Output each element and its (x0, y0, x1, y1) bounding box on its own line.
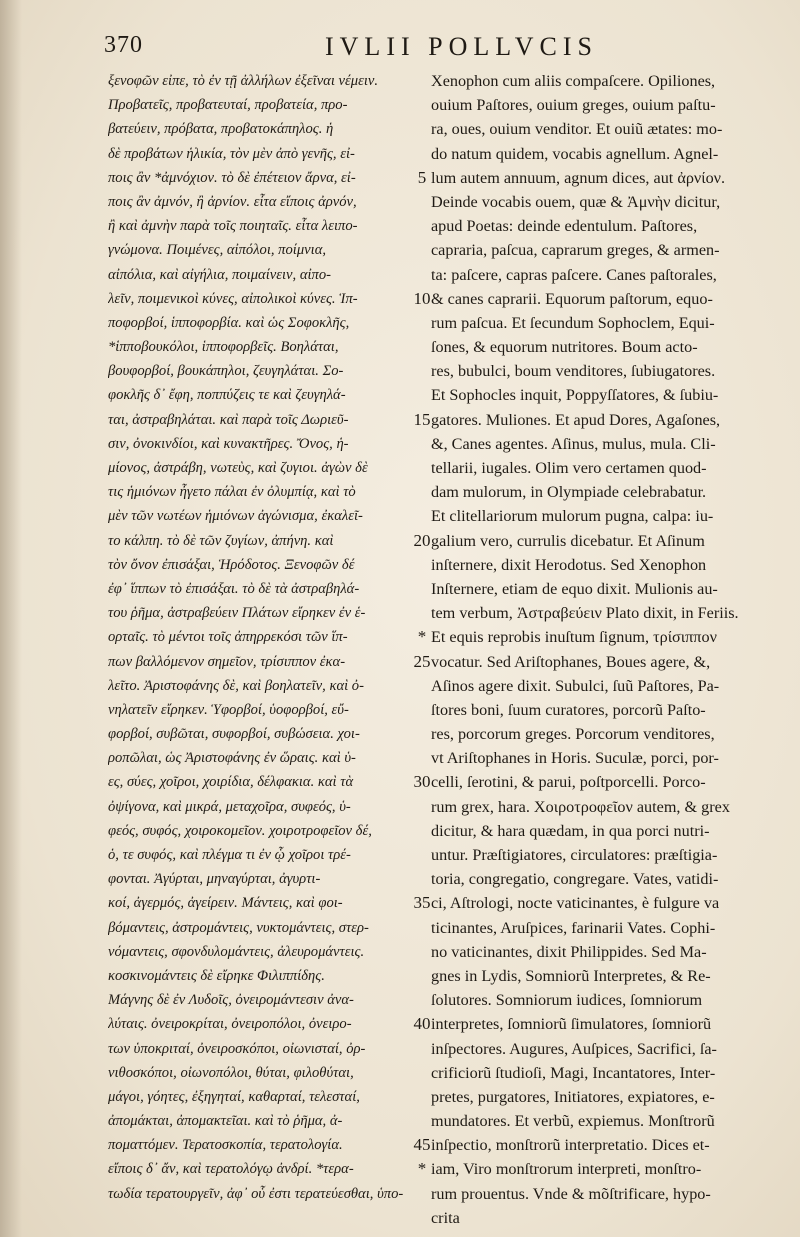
latin-text-line: ſolutores. Somniorum iudices, ſomniorum (431, 991, 703, 1010)
line-number: 35 (413, 893, 431, 913)
latin-text-line: dam mulorum, in Olympiade celebrabatur. (431, 483, 707, 502)
greek-text-line: βόμαντεις, ἀστρομάντεις, νυκτομάντεις, στερ- (108, 919, 369, 936)
greek-text-line: φεός, συφός, χοιροκομεῖον. χοιροτροφεῖον δέ, (108, 822, 372, 839)
latin-text-line: tem verbum, Ἀστραβεύειν Plato dixit, in Feriis. (431, 604, 739, 623)
latin-text-line: Deinde vocabis ouem, quæ & Ἀμνὴν dicitur, (431, 192, 721, 211)
latin-text-line: vocatur. Sed Ariſtophanes, Boues agere, &, (431, 652, 711, 671)
line-number: 20 (413, 530, 431, 550)
latin-text-line: rum grex, hara. Χοιροτροφεῖον autem, & grex (431, 797, 730, 816)
latin-text-line: apud Poetas: deinde edentulum. Paſtores, (431, 217, 698, 236)
greek-text-line: εἴποις δ᾽ ἄν, καὶ τερατολόγῳ ἀνδρί. *τερα- (108, 1161, 354, 1178)
greek-text-line: ποφορβοί, ἱπποφορβία. καὶ ὡς Σοφοκλῆς, (108, 314, 350, 331)
greek-text-line: νόμαντεις, σφονδυλομάντεις, ἀλευρομάντεις. (108, 943, 365, 960)
greek-text-line: *ἱπποβουκόλοι, ἱπποφορβεῖς. Βοηλάται, (108, 339, 339, 356)
latin-text-line: gnes in Lydis, Somniorũ Interpretes, & Re- (431, 966, 711, 985)
greek-text-line: τὸν ὄνον ἐπισάξαι, Ἡρόδοτος. Ξενοφῶν δέ (108, 556, 355, 573)
greek-text-line: λύταις. ὀνειροκρίται, ὀνειροπόλοι, ὀνειρο- (108, 1016, 352, 1033)
latin-text-line: ci, Aſtrologi, nocte vaticinantes, è fulgure va (431, 894, 720, 913)
latin-text-line: ouium Paſtores, ouium greges, ouium paſtu- (431, 96, 716, 115)
greek-text-line: το κάλπη. τὸ δὲ τῶν ζυγίων, ἀπήνη. καὶ (108, 532, 334, 549)
latin-text-line: Xenophon cum aliis compaſcere. Opiliones, (431, 72, 716, 90)
greek-text-line: αἰπόλια, καὶ αἰγήλια, ποιμαίνειν, αἰπο- (108, 266, 332, 283)
greek-text-line: γνώμονα. Ποιμένες, αἰπόλοι, ποίμνια, (108, 242, 327, 259)
latin-text-line: Et equis reprobis inuſtum ſignum, τρίσιππον (431, 628, 717, 647)
latin-text-line: ticinantes, Aruſpices, farinarii Vates. Cophi- (431, 918, 716, 937)
greek-text-line: κοσκινομάντεις δὲ εἴρηκε Φιλιππίδης. (108, 967, 325, 984)
greek-text-line: μὲν τῶν νωτέων ἡμιόνων ἀγώνισμα, ἐκαλεῖ- (108, 508, 363, 525)
greek-text-line: των ὑποκριταί, ὀνειροσκόποι, οἰωνισταί, ὀρ- (108, 1040, 366, 1057)
page-number: 370 (104, 32, 143, 58)
greek-text-line: ορταῖς. τὸ μέντοι τοῖς ἀπηρρεκόσι τῶν ἵπ- (108, 629, 348, 646)
greek-text-line: φορβοί, συβῶται, συφορβοί, συβώσεια. χοι- (108, 726, 360, 743)
latin-text-line: ta: paſcere, capras paſcere. Canes paſtorales, (431, 265, 717, 284)
latin-text-line: interpretes, ſomniorũ ſimulatores, ſomniorũ (431, 1015, 712, 1034)
latin-text-line: dicitur, & hara quædam, in qua porci nutri- (431, 821, 710, 840)
greek-text-line: ἀπομάκται, ἀπομακτεῖαι. καὶ τὸ ῥῆμα, ἀ- (108, 1113, 343, 1130)
latin-text-line: untur. Præſtigiatores, circulatores: præſtigia- (431, 846, 718, 864)
latin-text-line: crita (431, 1208, 460, 1227)
greek-text-line: νιθοσκόποι, οἰωνοπόλοι, θύται, φιλοθύται, (108, 1064, 354, 1081)
latin-text-line: inſpectores. Augures, Auſpices, Sacrifici, ſa- (431, 1039, 717, 1058)
greek-text-line: βατεύειν, πρόβατα, προβατοκάπηλος. ἡ (108, 121, 334, 138)
greek-text-line: νηλατεῖν εἴρηκεν. Ὑφορβοί, ὑοφορβοί, εὔ- (108, 701, 349, 718)
latin-text-line: &, Canes agentes. Aſinus, mulus, mula. Cli- (431, 434, 716, 453)
page-gutter-shadow (0, 0, 22, 1237)
latin-text-line: galium vero, currulis dicebatur. Et Aſinum (431, 531, 705, 550)
latin-text-line: capraria, paſcua, caprarum greges, & armen- (431, 241, 720, 260)
latin-text-line: res, bubulci, boum venditores, ſubiugatores. (431, 362, 716, 381)
latin-text-line: Et Sophocles inquit, Poppyſſatores, & ſubiu- (431, 386, 719, 405)
greek-text-line: φονται. Ἀγύρται, μηναγύρται, ἀγυρτι- (108, 871, 321, 888)
latin-text-line: gatores. Muliones. Et apud Dores, Agaſones, (431, 410, 721, 429)
greek-text-line: ποις ἂν *ἀμνόχιον. τὸ δὲ ἐπέτειον ἄρνα, εἰ- (108, 169, 356, 186)
greek-text-line: φοκλῆς δ᾽ ἔφη, ποππύζεις τε καὶ ζευγηλά- (108, 387, 346, 404)
running-title: IVLII POLLVCIS (325, 32, 598, 61)
line-number: 40 (413, 1014, 431, 1034)
asterisk-marker: * (417, 627, 427, 647)
greek-text-line: κοί, ἀγερμός, ἀγείρειν. Μάντεις, καὶ φοι- (108, 895, 343, 912)
greek-text-line: ξενοφῶν εἰπε, τὸ ἐν τῇ ἀλλήλων ἐξεῖναι νέμειν. (108, 73, 379, 89)
latin-text-line: vt Ariſtophanes in Horis. Suculæ, porci, por- (431, 749, 719, 768)
greek-text-line: τις ἡμιόνων ἦγετο πάλαι ἐν ὀλυμπίᾳ, καὶ τὸ (108, 484, 356, 501)
line-number: 5 (417, 167, 427, 187)
latin-text-line: ſones, & equorum nutritores. Boum acto- (431, 338, 698, 357)
greek-text-line: ποις ἂν ἀμνόν, ἢ ἀρνίον. εἶτα εἴποις ἀρνόν, (108, 193, 357, 210)
latin-text-line: tellarii, iugales. Olim vero certamen quod- (431, 459, 707, 477)
latin-text-line: ra, oues, ouium venditor. Et ouiũ ætates: mo- (431, 120, 723, 139)
greek-text-line: δὲ προβάτων ἡλικία, τὸν μὲν ἀπὸ γενῆς, εἰ- (108, 145, 355, 162)
greek-text-line: μάγοι, γόητες, ἐξηγηταί, καθαρταί, τελεσταί, (108, 1088, 360, 1105)
latin-text-line: & canes caprarii. Equorum paſtorum, equo- (431, 289, 713, 308)
greek-text-line: πων βαλλόμενον σημεῖον, τρίσιππον ἐκα- (108, 653, 346, 670)
latin-text-line: inſternere, dixit Herodotus. Sed Xenophon (431, 555, 707, 574)
latin-text-line: rum paſcua. Et ſecundum Sophoclem, Equi- (431, 313, 715, 332)
latin-text-line: crificiorũ ſtudioſi, Magi, Incantatores, Inter- (431, 1063, 716, 1082)
greek-text-line: λεῖτο. Ἀριστοφάνης δὲ, καὶ βοηλατεῖν, καὶ ὀ- (108, 677, 364, 694)
page-header (0, 32, 800, 72)
greek-text-line: ὀψίγονα, καὶ μικρά, μεταχοῖρα, συφεός, ὑ- (108, 798, 351, 815)
asterisk-marker: * (417, 1159, 427, 1179)
latin-text-line: Inſternere, etiam de equo dixit. Mulionis au- (431, 579, 718, 598)
greek-text-line: του ῥῆμα, ἀστραβεύειν Πλάτων εἴρηκεν ἐν ἑ- (108, 605, 366, 622)
latin-text-line: Aſinos agere dixit. Subulci, ſuũ Paſtores, Pa- (431, 676, 720, 695)
latin-text-line: mundatores. Et verbũ, expiemus. Monſtrorũ (431, 1112, 715, 1131)
latin-text-line: rum prouentus. Vnde & mõſtrificare, hypo- (431, 1184, 711, 1203)
greek-text-line: βουφορβοί, βουκάπηλοι, ζευγηλάται. Σο- (108, 363, 344, 380)
greek-text-line: ποματτόμεν. Τερατοσκοπία, τερατολογία. (108, 1137, 343, 1154)
latin-text-line: toria, congregatio, congregare. Vates, vatidi- (431, 870, 719, 889)
greek-text-line: Μάγνης δὲ ἐν Λυδοῖς, ὀνειρομάντεσιν ἀνα- (108, 992, 354, 1009)
greek-text-line: ροπῶλαι, ὡς Ἀριστοφάνης ἐν ὥραις. καὶ ὑ- (108, 750, 356, 767)
greek-text-line: ἐφ᾽ ἵππων τὸ ἐπισάξαι. τὸ δὲ τὰ ἀστραβηλά- (108, 580, 360, 597)
greek-text-line: ες, σύες, χοῖροι, χοιρίδια, δέλφακια. καὶ τὰ (108, 774, 354, 791)
line-number: 15 (413, 409, 431, 429)
latin-text-line: celli, ſerotini, & parui, poſtporcelli. Porco- (431, 773, 706, 792)
greek-text-line: μίονος, ἀστράβη, νωτεὺς, καὶ ζυγιοι. ἀγὼν δὲ (108, 460, 368, 476)
line-number: 30 (413, 772, 431, 792)
greek-text-line: σιν, ὀνοκινδίοι, καὶ κυνακτῆρες. Ὄνος, ἡ- (108, 435, 349, 452)
latin-text-line: no vaticinantes, dixit Philippides. Sed Ma- (431, 942, 707, 961)
greek-text-line: ἢ καὶ ἀμνὴν παρὰ τοῖς ποιηταῖς. εἶτα λειπο- (108, 218, 358, 235)
latin-text-line: Et clitellariorum mulorum pugna, calpa: iu- (431, 507, 714, 526)
greek-text-line: λεῖν, ποιμενικοὶ κύνες, αἰπολικοὶ κύνες. Ἱπ- (108, 290, 358, 307)
latin-text-line: do natum quidem, vocabis agnellum. Agnel- (431, 144, 719, 163)
latin-text-line: res, porcorum greges. Porcorum venditores, (431, 725, 715, 744)
latin-text-column (431, 69, 781, 1230)
greek-text-line: ται, ἀστραβηλάται. καὶ παρὰ τοῖς Δωριεῦ- (108, 411, 349, 428)
latin-text-line: ſtores boni, ſuum curatores, porcorũ Paſto- (431, 700, 706, 719)
latin-text-line: pretes, purgatores, Initiatores, expiatores, e- (431, 1087, 715, 1106)
greek-text-line: ὁ, τε συφός, καὶ πλέγμα τι ἐν ᾧ χοῖροι τρέ- (108, 847, 351, 863)
line-number: 45 (413, 1135, 431, 1155)
greek-text-column (108, 69, 408, 1206)
line-number: 25 (413, 651, 431, 671)
latin-text-line: lum autem annuum, agnum dices, aut ἀρνίον. (431, 168, 726, 187)
line-number: 10 (413, 288, 431, 308)
latin-text-line: iam, Viro monſtrorum interpreti, monſtro- (431, 1160, 702, 1179)
latin-text-line: inſpectio, monſtrorũ interpretatio. Dices et- (431, 1136, 710, 1155)
greek-text-line: Προβατεῖς, προβατευταί, προβατεία, προ- (108, 97, 348, 114)
greek-text-line: τωδία τερατουργεῖν, ἀφ᾽ οὗ ἐστι τερατεύεσθαι, ὑπο- (108, 1185, 404, 1202)
